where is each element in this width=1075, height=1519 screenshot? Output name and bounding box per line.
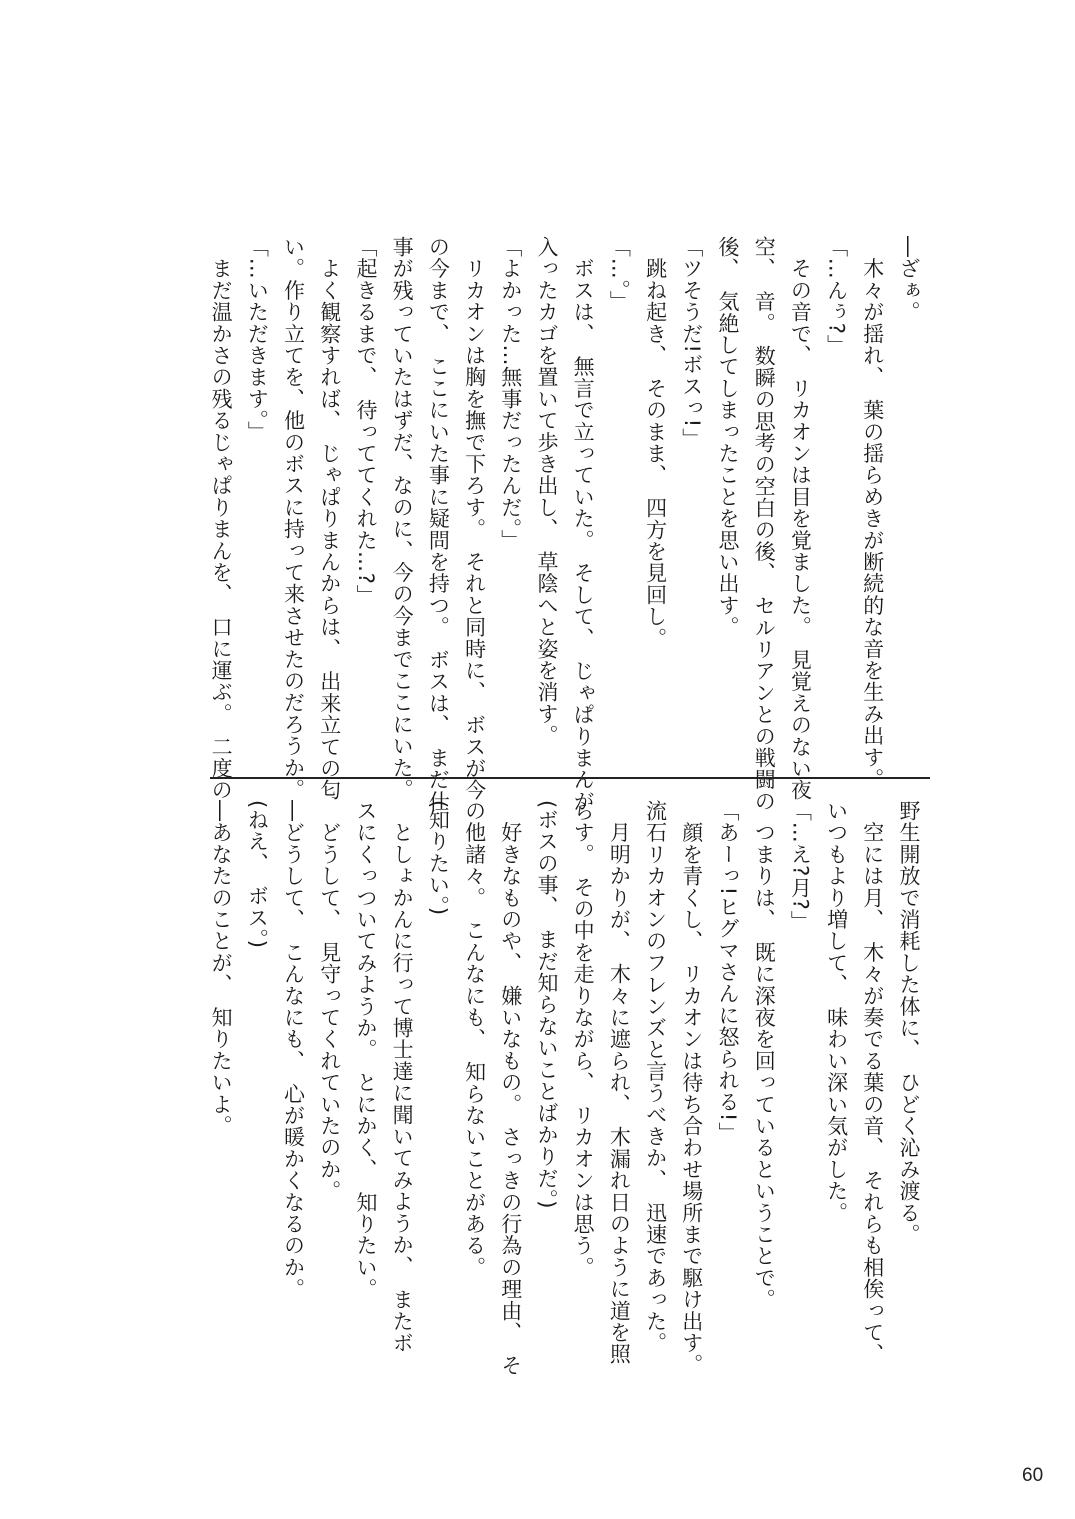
- text-column: 好きなものや、 嫌いなもの。 さっきの行為の理由、 そ: [498, 800, 523, 1377]
- text-column: その音で、 リカオンは目を覚ました。 見覚えのない夜: [788, 236, 813, 801]
- text-column: 「…いただきます。」: [245, 236, 270, 443]
- bottom-text-block: [203, 800, 927, 1377]
- text-column: ―ざぁ。: [897, 236, 921, 323]
- text-column: 「…んぅ?」: [824, 236, 849, 357]
- text-column: 跳ね起き、 そのまま、 四方を見回し。: [643, 236, 668, 649]
- text-column: ボスは、 無言で立っていた。 そして、 じゃぱりまんが: [571, 236, 596, 813]
- text-column: 月明かりが、 木々に遮られ、 木漏れ日のように道を照: [607, 800, 632, 1365]
- text-column: 入ったカゴを置いて歩き出し、 草陰へと姿を消す。: [534, 236, 559, 747]
- text-column: 野生開放で消耗した体に、 ひどく沁み渡る。: [897, 800, 921, 1246]
- text-column: よく観察すれば、 じゃぱりまんからは、 出来立ての匂: [317, 236, 342, 801]
- text-column: らす。 その中を走りながら、 リカオンは思う。: [571, 800, 596, 1279]
- text-column: どうして、 見守ってくれていたのか。: [317, 800, 342, 1202]
- text-column: いつもより増して、 味わい深い気がした。: [824, 800, 849, 1224]
- text-column: の他諸々。 こんなにも、 知らないことがある。: [462, 800, 487, 1279]
- text-column: つまりは、 既に深夜を回っているということで。: [752, 800, 777, 1311]
- text-column: ―あなたのことが、 知りたいよ。: [209, 800, 234, 1137]
- text-column: 後、 気絶してしまったことを思い出す。: [715, 236, 740, 638]
- text-column: 「…え?月?」: [788, 800, 813, 933]
- text-column: 空、 音。 数瞬の思考の空白の後、 セルリアンとの戦闘の: [752, 236, 777, 813]
- text-column: の今まで、 ここにいた事に疑問を持つ。 ボスは、 まだ仕: [426, 236, 451, 813]
- text-column: 木々が揺れ、 葉の揺らめきが断続的な音を生み出す。: [860, 236, 885, 790]
- text-column: 顔を青くし、 リカオンは待ち合わせ場所まで駆け出す。: [679, 800, 704, 1376]
- text-column: 「あーっ!ヒグマさんに怒られる!」: [715, 800, 740, 1144]
- text-column: としょかんに行って博士達に聞いてみようか、 またボ: [390, 800, 415, 1354]
- text-column: 流石リカオンのフレンズと言うべきか、 迅速であった。: [643, 800, 668, 1354]
- text-column: ―どうして、 こんなにも、 心が暖かくなるのか。: [281, 800, 306, 1300]
- text-column: (ねえ、 ボス。): [245, 800, 270, 949]
- page-number: 60: [1022, 1465, 1044, 1486]
- text-column: (ボスの事、 まだ知らないことばかりだ。): [534, 800, 559, 1210]
- text-column: スにくっついてみようか。 とにかく、 知りたい。: [353, 800, 378, 1300]
- text-column: い。作り立てを、他のボスに持って来させたのだろうか。: [281, 236, 306, 801]
- text-column: (知りたい。): [426, 800, 451, 916]
- top-text-block: [203, 236, 927, 813]
- text-column: 空には月、 木々が奏でる葉の音、 それらも相俟って、: [860, 800, 885, 1365]
- text-column: まだ温かさの残るじゃぱりまんを、 口に運ぶ。 二度の: [209, 236, 234, 801]
- text-column: リカオンは胸を撫で下ろす。 それと同時に、 ボスが今: [462, 236, 487, 801]
- text-column: 事が残っていたはずだ、なのに、今の今までここにいた。: [390, 236, 415, 801]
- text-column: 「よかった…無事だったんだ。」: [498, 236, 523, 551]
- text-column: 「起きるまで、 待っててくれた…?」: [353, 236, 378, 607]
- text-column: 「…。」: [607, 236, 632, 313]
- text-column: 「ツそうだ!ボスっ!」: [679, 236, 704, 450]
- section-divider: [210, 777, 930, 779]
